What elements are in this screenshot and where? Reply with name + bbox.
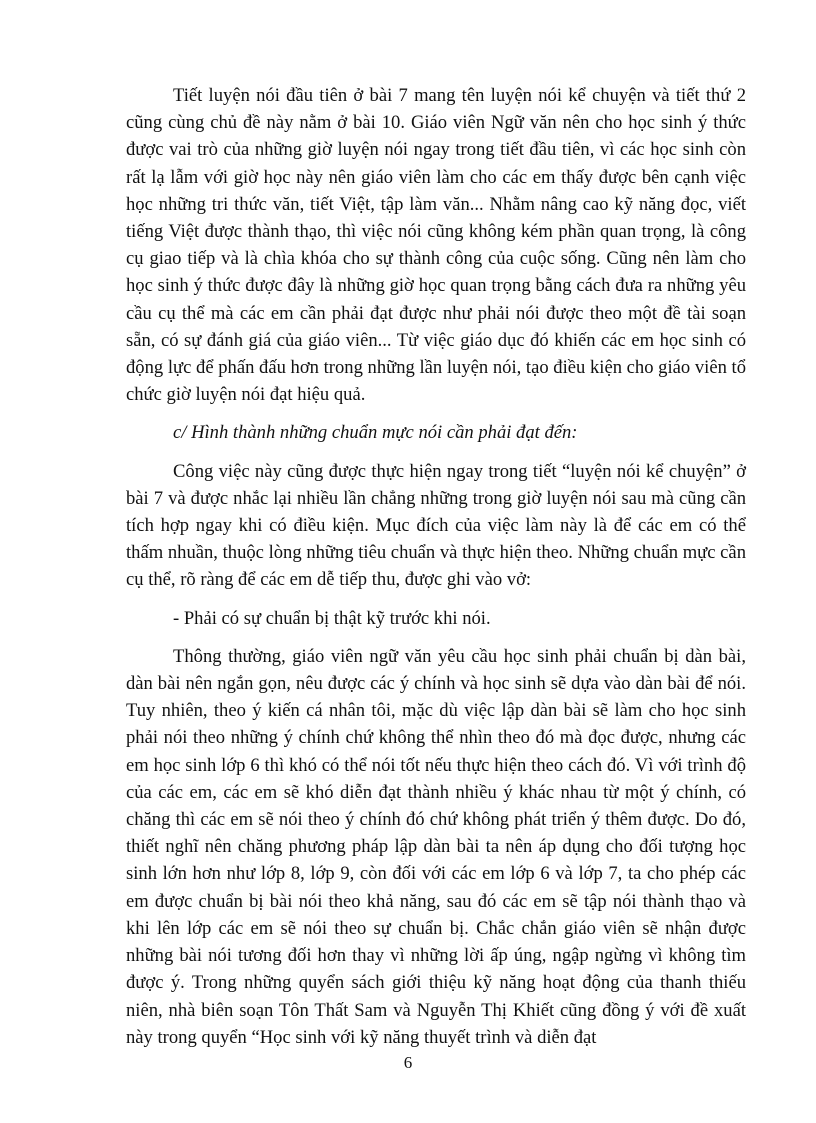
section-heading: c/ Hình thành những chuẩn mực nói cần phải đạt đến: xyxy=(173,422,578,444)
paragraph-intro: Tiết luyện nói đầu tiên ở bài 7 mang tên luyện nói kể chuyện và tiết thứ 2 cũng cùng chủ đề này nằm ở bài 10. Giáo viên Ngữ văn nên cho học sinh ý thức được vai trò của những giờ luyện nói ngay trong tiết đầu tiên, vì các học sinh còn rất lạ lẫm với giờ học này nên giáo viên làm cho các em thấy được bên cạnh việc học những tri thức văn, tiết Việt, tập làm văn... Nhằm nâng cao kỹ năng đọc, viết tiếng Việt được thành thạo, thì việc nói cũng không kém phần quan trọng, là công cụ giao tiếp và là chìa khóa cho sự thành công của cuộc sống. Cũng nên làm cho học sinh ý thức được đây là những giờ học quan trọng bằng cách đưa ra những yêu cầu cụ thể mà các em cần phải đạt được như phải nói được theo một đề tài soạn sẵn, có sự đánh giá của giáo viên... Từ việc giáo dục đó khiến các em học sinh có động lực để phấn đấu hơn trong những lần luyện nói, tạo điều kiện cho giáo viên tổ chức giờ luyện nói đạt hiệu quả. xyxy=(126,85,746,406)
page-number: 6 xyxy=(403,1053,413,1072)
paragraph-standards: Công việc này cũng được thực hiện ngay trong tiết “luyện nói kể chuyện” ở bài 7 và được nhắc lại nhiều lần chẳng những trong giờ luyện nói sau mà cũng cần tích hợp ngay khi có điều kiện. Mục đích của việc làm này là để các em có thể thấm nhuần, thuộc lòng những tiêu chuẩn và thực hiện theo. Những chuẩn mực cần cụ thể, rõ ràng để các em dễ tiếp thu, được ghi vào vở: xyxy=(126,460,746,591)
paragraph-preparation: Thông thường, giáo viên ngữ văn yêu cầu học sinh phải chuẩn bị dàn bài, dàn bài nên ngắn gọn, nêu được các ý chính và học sinh sẽ dựa vào dàn bài để nói. Tuy nhiên, theo ý kiến cá nhân tôi, mặc dù việc lập dàn bài sẽ làm cho học sinh phải nói theo những ý chính chứ không thể nhìn theo đó mà đọc được, nhưng các em học sinh lớp 6 thì khó có thể nói tốt nếu thực hiện theo cách đó. Vì với trình độ của các em, các em sẽ khó diễn đạt thành nhiều ý khác nhau từ một ý chính, có chăng thì các em sẽ nói theo ý chính đó chứ không phát triển ý thêm được. Do đó, thiết nghĩ nên chăng phương pháp lập dàn bài ta nên áp dụng cho đối tượng học sinh lớn hơn như lớp 8, lớp 9, còn đối với các em lớp 6 và lớp 7, ta cho phép các em được chuẩn bị bài nói theo khả năng, sau đó các em sẽ tập nói thành thạo và khi lên lớp các em sẽ nói theo sự chuẩn bị. Chắc chắn giáo viên sẽ nhận được những bài nói tương đối hơn thay vì những lời ấp úng, ngập ngừng vì không tìm được ý. Trong những quyển sách giới thiệu kỹ năng hoạt động của thanh thiếu niên, nhà biên soạn Tôn Thất Sam và Nguyễn Thị Khiết cũng đồng ý với đề xuất này trong quyển “Học sinh với kỹ năng thuyết trình và diễn đạt xyxy=(126,645,746,1048)
list-item: - Phải có sự chuẩn bị thật kỹ trước khi nói. xyxy=(173,607,491,629)
body-text xyxy=(126,82,746,1062)
